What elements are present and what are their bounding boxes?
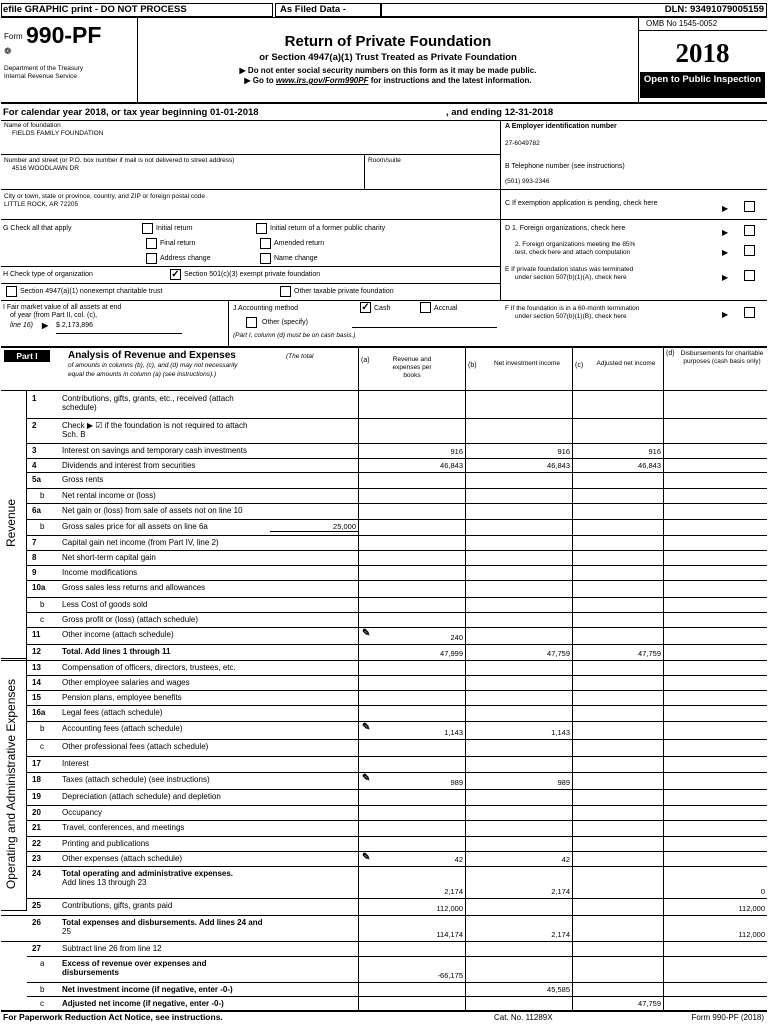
- paperwork-notice: For Paperwork Reduction Act Notice, see instructions.: [3, 1012, 223, 1022]
- irs-link[interactable]: www.irs.gov/Form990PF: [275, 76, 369, 85]
- amount-col-a: 916: [450, 447, 463, 456]
- line-number: 16a: [32, 708, 46, 717]
- city-label: City or town, state or province, country, and ZIP or foreign postal code: [4, 193, 205, 200]
- line-number: 19: [32, 792, 41, 801]
- amount-col-d: 112,000: [738, 904, 765, 913]
- line-description: Excess of revenue over expenses and: [62, 959, 207, 968]
- line-number: 21: [32, 823, 41, 832]
- line-number: 6a: [32, 506, 41, 515]
- instructions-suffix: for instructions and the latest information.: [368, 76, 532, 85]
- col-a-header: Revenue and expenses per books: [392, 356, 432, 379]
- cash-label: Cash: [374, 305, 391, 312]
- initial-former-label: Initial return of a former public charity: [270, 225, 386, 232]
- line-number: 26: [32, 918, 41, 927]
- amount-col-b: 1,143: [551, 728, 570, 737]
- attachment-icon[interactable]: ✎: [362, 773, 371, 784]
- h-label: H Check type of organization: [3, 271, 93, 278]
- amount-col-c: 46,843: [638, 461, 661, 470]
- address-change-checkbox[interactable]: [146, 253, 157, 264]
- amount-col-a: 114,174: [436, 930, 463, 939]
- fmv-label-2: of year (from Part II, col. (c),: [10, 312, 98, 319]
- banner-left-text: efile GRAPHIC print - DO NOT PROCESS: [3, 4, 187, 15]
- line-number: 11: [32, 630, 41, 639]
- line-description: Contributions, gifts, grants, etc., received (attach: [62, 394, 234, 403]
- f-label-b: under section 507(b)(1)(B), check here: [515, 313, 627, 320]
- irs-name: Internal Revenue Service: [4, 73, 77, 80]
- h-other-checkbox[interactable]: [280, 286, 291, 297]
- part1-tag-text: Part I: [16, 351, 38, 361]
- amount-col-a: -66,175: [437, 971, 463, 980]
- col-d-header: Disbursements for charitable purposes (cash basis only): [680, 350, 764, 365]
- line-number: 8: [32, 553, 37, 562]
- line-description: Other expenses (attach schedule): [62, 854, 183, 863]
- line-description: Pension plans, employee benefits: [62, 693, 182, 702]
- line-description: Dividends and interest from securities: [62, 461, 196, 470]
- line-number: c: [40, 615, 44, 624]
- line-number: 14: [32, 678, 41, 687]
- h-501-checkbox[interactable]: ✓: [171, 269, 180, 280]
- g-label: G Check all that apply: [3, 225, 72, 232]
- line-description-cont: schedule): [62, 403, 97, 412]
- line-description: Total expenses and disbursements. Add lines 24 and: [62, 918, 263, 927]
- omb-number: OMB No 1545-0052: [646, 19, 718, 28]
- line-number: 1: [32, 394, 37, 403]
- h-other-label: Other taxable private foundation: [294, 288, 394, 295]
- attachment-icon[interactable]: ✎: [362, 852, 371, 863]
- amount-col-b: 989: [557, 778, 570, 787]
- line-description: Interest on savings and temporary cash investments: [62, 446, 247, 455]
- d2b-label: test, check here and attach computation: [515, 249, 631, 256]
- amount-col-b: 2,174: [551, 887, 570, 896]
- line-description: Gross sales price for all assets on line 6a: [62, 522, 208, 531]
- line-description: Contributions, gifts, grants paid: [62, 901, 173, 910]
- street-label: Number and street (or P.O. box number if mail is not delivered to street address): [4, 157, 235, 164]
- f-label-a: F If the foundation is in a 60-month termination: [505, 305, 640, 312]
- amount-col-b: 45,585: [547, 985, 570, 994]
- line-number: 2: [32, 421, 37, 430]
- line-description: Depreciation (attach schedule) and depletion: [62, 792, 221, 801]
- ein-label: A Employer identification number: [505, 123, 617, 130]
- h-4947-label: Section 4947(a)(1) nonexempt charitable trust: [20, 288, 163, 295]
- line-number: b: [40, 985, 45, 994]
- amount-col-d: 0: [760, 887, 765, 896]
- cash-checkbox[interactable]: ✓: [361, 302, 370, 313]
- instructions-prefix: Go to: [252, 76, 276, 85]
- line-description: Occupancy: [62, 808, 103, 817]
- amount-col-c: 916: [648, 447, 661, 456]
- calendar-year: For calendar year 2018, or tax year beginning 01-01-2018: [3, 107, 259, 118]
- col-b-tag: (b): [468, 362, 477, 369]
- col-c-header: Adjusted net income: [596, 360, 656, 367]
- city-value: LITTLE ROCK, AR 72205: [4, 201, 79, 208]
- line-number: 27: [32, 944, 41, 953]
- cash-basis-note: (Part I, column (d) must be on cash basis.): [233, 332, 356, 339]
- initial-former-checkbox[interactable]: [256, 223, 267, 234]
- e-label-a: E If private foundation status was terminated: [505, 266, 634, 273]
- line-description: Net rental income or (loss): [62, 491, 156, 500]
- line-description-cont: Sch. B: [62, 430, 86, 439]
- line-description-cont: Add lines 13 through 23: [62, 878, 147, 887]
- dept-treasury: Department of the Treasury: [4, 65, 84, 72]
- line-number: 15: [32, 693, 41, 702]
- line-description: Accounting fees (attach schedule): [62, 724, 183, 733]
- phone-label: B Telephone number (see instructions): [505, 163, 625, 170]
- line-description: Less Cost of goods sold: [62, 600, 148, 609]
- part1-tag: [4, 350, 50, 362]
- line-number: 24: [32, 869, 41, 878]
- final-return-label: Final return: [160, 240, 196, 247]
- line-number: 5a: [32, 475, 41, 484]
- amount-col-b: 46,843: [547, 461, 570, 470]
- line-description: Capital gain net income (from Part IV, line 2): [62, 538, 219, 547]
- line-number: 4: [32, 461, 37, 470]
- amount-col-b: 42: [561, 855, 570, 864]
- amount-col-b: 2,174: [551, 930, 570, 939]
- foundation-name-label: Name of foundation: [4, 122, 61, 129]
- irs-eagle-icon: ❁: [4, 46, 12, 56]
- line-description: Net gain or (loss) from sale of assets not on line 10: [62, 506, 243, 515]
- arrow-icon: ▶: [722, 273, 729, 282]
- accrual-label: Accrual: [434, 305, 458, 312]
- amount-col-d: 112,000: [738, 930, 765, 939]
- line-number: b: [40, 491, 45, 500]
- phone-value: (501) 993-2346: [505, 178, 550, 185]
- line-description: Adjusted net income (if negative, enter -0-): [62, 999, 224, 1008]
- line-number: 17: [32, 759, 41, 768]
- name-change-checkbox[interactable]: [260, 253, 271, 264]
- amount-col-c: 47,759: [638, 649, 661, 658]
- line-number: 18: [32, 775, 41, 784]
- line-description: Gross rents: [62, 475, 104, 484]
- other-method-label: Other (specify): [262, 319, 308, 326]
- amount-col-b: 916: [557, 447, 570, 456]
- line-description: Check ▶ ☑ if the foundation is not required to attach: [62, 421, 248, 430]
- amount-col-a: 240: [450, 633, 463, 642]
- line-number: c: [40, 999, 44, 1008]
- banner-mid-text: As Filed Data -: [280, 4, 346, 15]
- other-method-checkbox[interactable]: [246, 317, 257, 328]
- h-501-label: Section 501(c)(3) exempt private foundation: [184, 271, 321, 278]
- amount-col-a: 2,174: [444, 887, 463, 896]
- h-4947-checkbox[interactable]: [6, 286, 17, 297]
- form-subtitle: or Section 4947(a)(1) Trust Treated as Private Foundation: [259, 52, 517, 63]
- line-number: b: [40, 522, 45, 531]
- line-description: Travel, conferences, and meetings: [62, 823, 185, 832]
- name-change-label: Name change: [274, 255, 318, 262]
- exemption-pending-label: C If exemption application is pending, check here: [505, 200, 658, 207]
- amount-col-c: 47,759: [638, 999, 661, 1008]
- cat-number: Cat. No. 11289X: [494, 1013, 553, 1022]
- line-number: b: [40, 600, 45, 609]
- accrual-checkbox[interactable]: [420, 302, 431, 313]
- line-number: 9: [32, 568, 37, 577]
- line-description: Compensation of officers, directors, trustees, etc.: [62, 663, 236, 672]
- street-value: 4516 WOODLAWN DR: [12, 165, 79, 172]
- e-checkbox[interactable]: [744, 270, 755, 281]
- line-description: Taxes (attach schedule) (see instructions): [62, 775, 210, 784]
- fmv-label-3: line 16): [10, 322, 33, 329]
- exemption-pending-checkbox[interactable]: [744, 201, 755, 212]
- line-description: Other employee salaries and wages: [62, 678, 190, 687]
- fmv-label-1: I Fair market value of all assets at end: [3, 304, 122, 311]
- amount-col-a: 1,143: [444, 728, 463, 737]
- line-description: Printing and publications: [62, 839, 150, 848]
- amount-col-a: 42: [454, 855, 463, 864]
- foundation-name: FIELDS FAMILY FOUNDATION: [12, 130, 104, 137]
- amended-return-label: Amended return: [274, 240, 325, 247]
- part1-title: Analysis of Revenue and Expenses: [68, 350, 236, 361]
- form-footer: Form 990-PF (2018): [691, 1013, 764, 1022]
- part1-note-3: equal the amounts in column (a) (see instructions).): [68, 371, 217, 378]
- initial-return-label: Initial return: [156, 225, 193, 232]
- ssn-warning-text: Do not enter social security numbers on this form as it may be made public.: [247, 66, 537, 75]
- col-a-tag: (a): [361, 357, 370, 364]
- line-number: 7: [32, 538, 37, 547]
- arrow-icon: ▶: [722, 248, 729, 257]
- line-description: Interest: [62, 759, 89, 768]
- calendar-ending: , and ending 12-31-2018: [446, 107, 554, 118]
- line-number: a: [40, 959, 45, 968]
- line-description: Income modifications: [62, 568, 138, 577]
- gross-sales-value: 25,000: [333, 522, 356, 531]
- line-description: Gross sales less returns and allowances: [62, 583, 206, 592]
- arrow-icon: ▶: [722, 310, 729, 319]
- part1-note-1: (The total: [286, 353, 314, 360]
- arrow-icon: ▶: [722, 204, 729, 213]
- line-number: 22: [32, 839, 41, 848]
- line-number: 10a: [32, 583, 46, 592]
- col-b-header: Net investment income: [493, 360, 561, 367]
- d1-label: D 1. Foreign organizations, check here: [505, 225, 626, 232]
- line-number: 13: [32, 663, 41, 672]
- address-change-label: Address change: [160, 255, 211, 262]
- amended-return-checkbox[interactable]: [260, 238, 271, 249]
- expenses-side-label: Operating and Administrative Expenses: [4, 678, 18, 890]
- final-return-checkbox[interactable]: [146, 238, 157, 249]
- part1-note-2: of amounts in columns (b), (c), and (d) may not necessarily: [68, 362, 238, 369]
- amount-col-a: 112,000: [436, 904, 463, 913]
- col-d-tag: (d): [666, 350, 675, 357]
- tax-year: 2018: [675, 38, 730, 68]
- instructions-note: ▶ Go to www.irs.gov/Form990PF for instructions and the latest information.: [244, 76, 532, 85]
- attachment-icon[interactable]: ✎: [362, 628, 371, 639]
- line-description-cont: 25: [62, 927, 71, 936]
- open-public-text: Open to Public Inspection: [643, 74, 762, 85]
- e-label-b: under section 507(b)(1)(A), check here: [515, 274, 627, 281]
- f-checkbox[interactable]: [744, 307, 755, 318]
- line-description: Subtract line 26 from line 12: [62, 944, 162, 953]
- col-c-tag: (c): [575, 362, 584, 369]
- line-number: 12: [32, 647, 41, 656]
- initial-return-checkbox[interactable]: [142, 223, 153, 234]
- line-number: b: [40, 724, 45, 733]
- arrow-icon: ▶: [722, 228, 729, 237]
- fmv-value: $ 2,173,896: [56, 322, 93, 329]
- line-description: Gross profit or (loss) (attach schedule): [62, 615, 199, 624]
- d1-checkbox[interactable]: [744, 225, 755, 236]
- accounting-method-label: J Accounting method: [233, 305, 298, 312]
- line-description: Net short-term capital gain: [62, 553, 156, 562]
- room-label: Room/suite: [368, 157, 401, 164]
- line-description: Legal fees (attach schedule): [62, 708, 163, 717]
- line-description: Total. Add lines 1 through 11: [62, 647, 171, 656]
- line-number: 3: [32, 446, 37, 455]
- attachment-icon[interactable]: ✎: [362, 722, 371, 733]
- amount-col-a: 46,843: [440, 461, 463, 470]
- amount-col-a: 47,999: [440, 649, 463, 658]
- line-description: Other income (attach schedule): [62, 630, 174, 639]
- line-description: Net investment income (if negative, enter -0-): [62, 985, 233, 994]
- ein-value: 27-6049782: [505, 140, 540, 147]
- line-number: 20: [32, 808, 41, 817]
- line-number: 25: [32, 901, 41, 910]
- line-number: c: [40, 742, 44, 751]
- line-description: Other professional fees (attach schedule): [62, 742, 209, 751]
- open-public-badge: [640, 72, 765, 98]
- fmv-arrow-icon: ▶: [42, 321, 49, 330]
- form-number: 990-PF: [26, 22, 102, 48]
- ssn-warning: ▶ Do not enter social security numbers on this form as it may be made public.: [239, 66, 537, 75]
- amount-col-b: 47,759: [547, 649, 570, 658]
- revenue-side-label: Revenue: [4, 498, 18, 548]
- dln: DLN: 93491079005159: [664, 4, 764, 15]
- line-description-cont: disbursements: [62, 968, 119, 977]
- form-title: Return of Private Foundation: [284, 33, 492, 50]
- line-number: 23: [32, 854, 41, 863]
- form-prefix: Form: [4, 32, 23, 41]
- d2-checkbox[interactable]: [744, 245, 755, 256]
- amount-col-a: 989: [450, 778, 463, 787]
- line-description: Total operating and administrative expenses.: [62, 869, 234, 878]
- d2a-label: 2. Foreign organizations meeting the 85%: [515, 241, 636, 248]
